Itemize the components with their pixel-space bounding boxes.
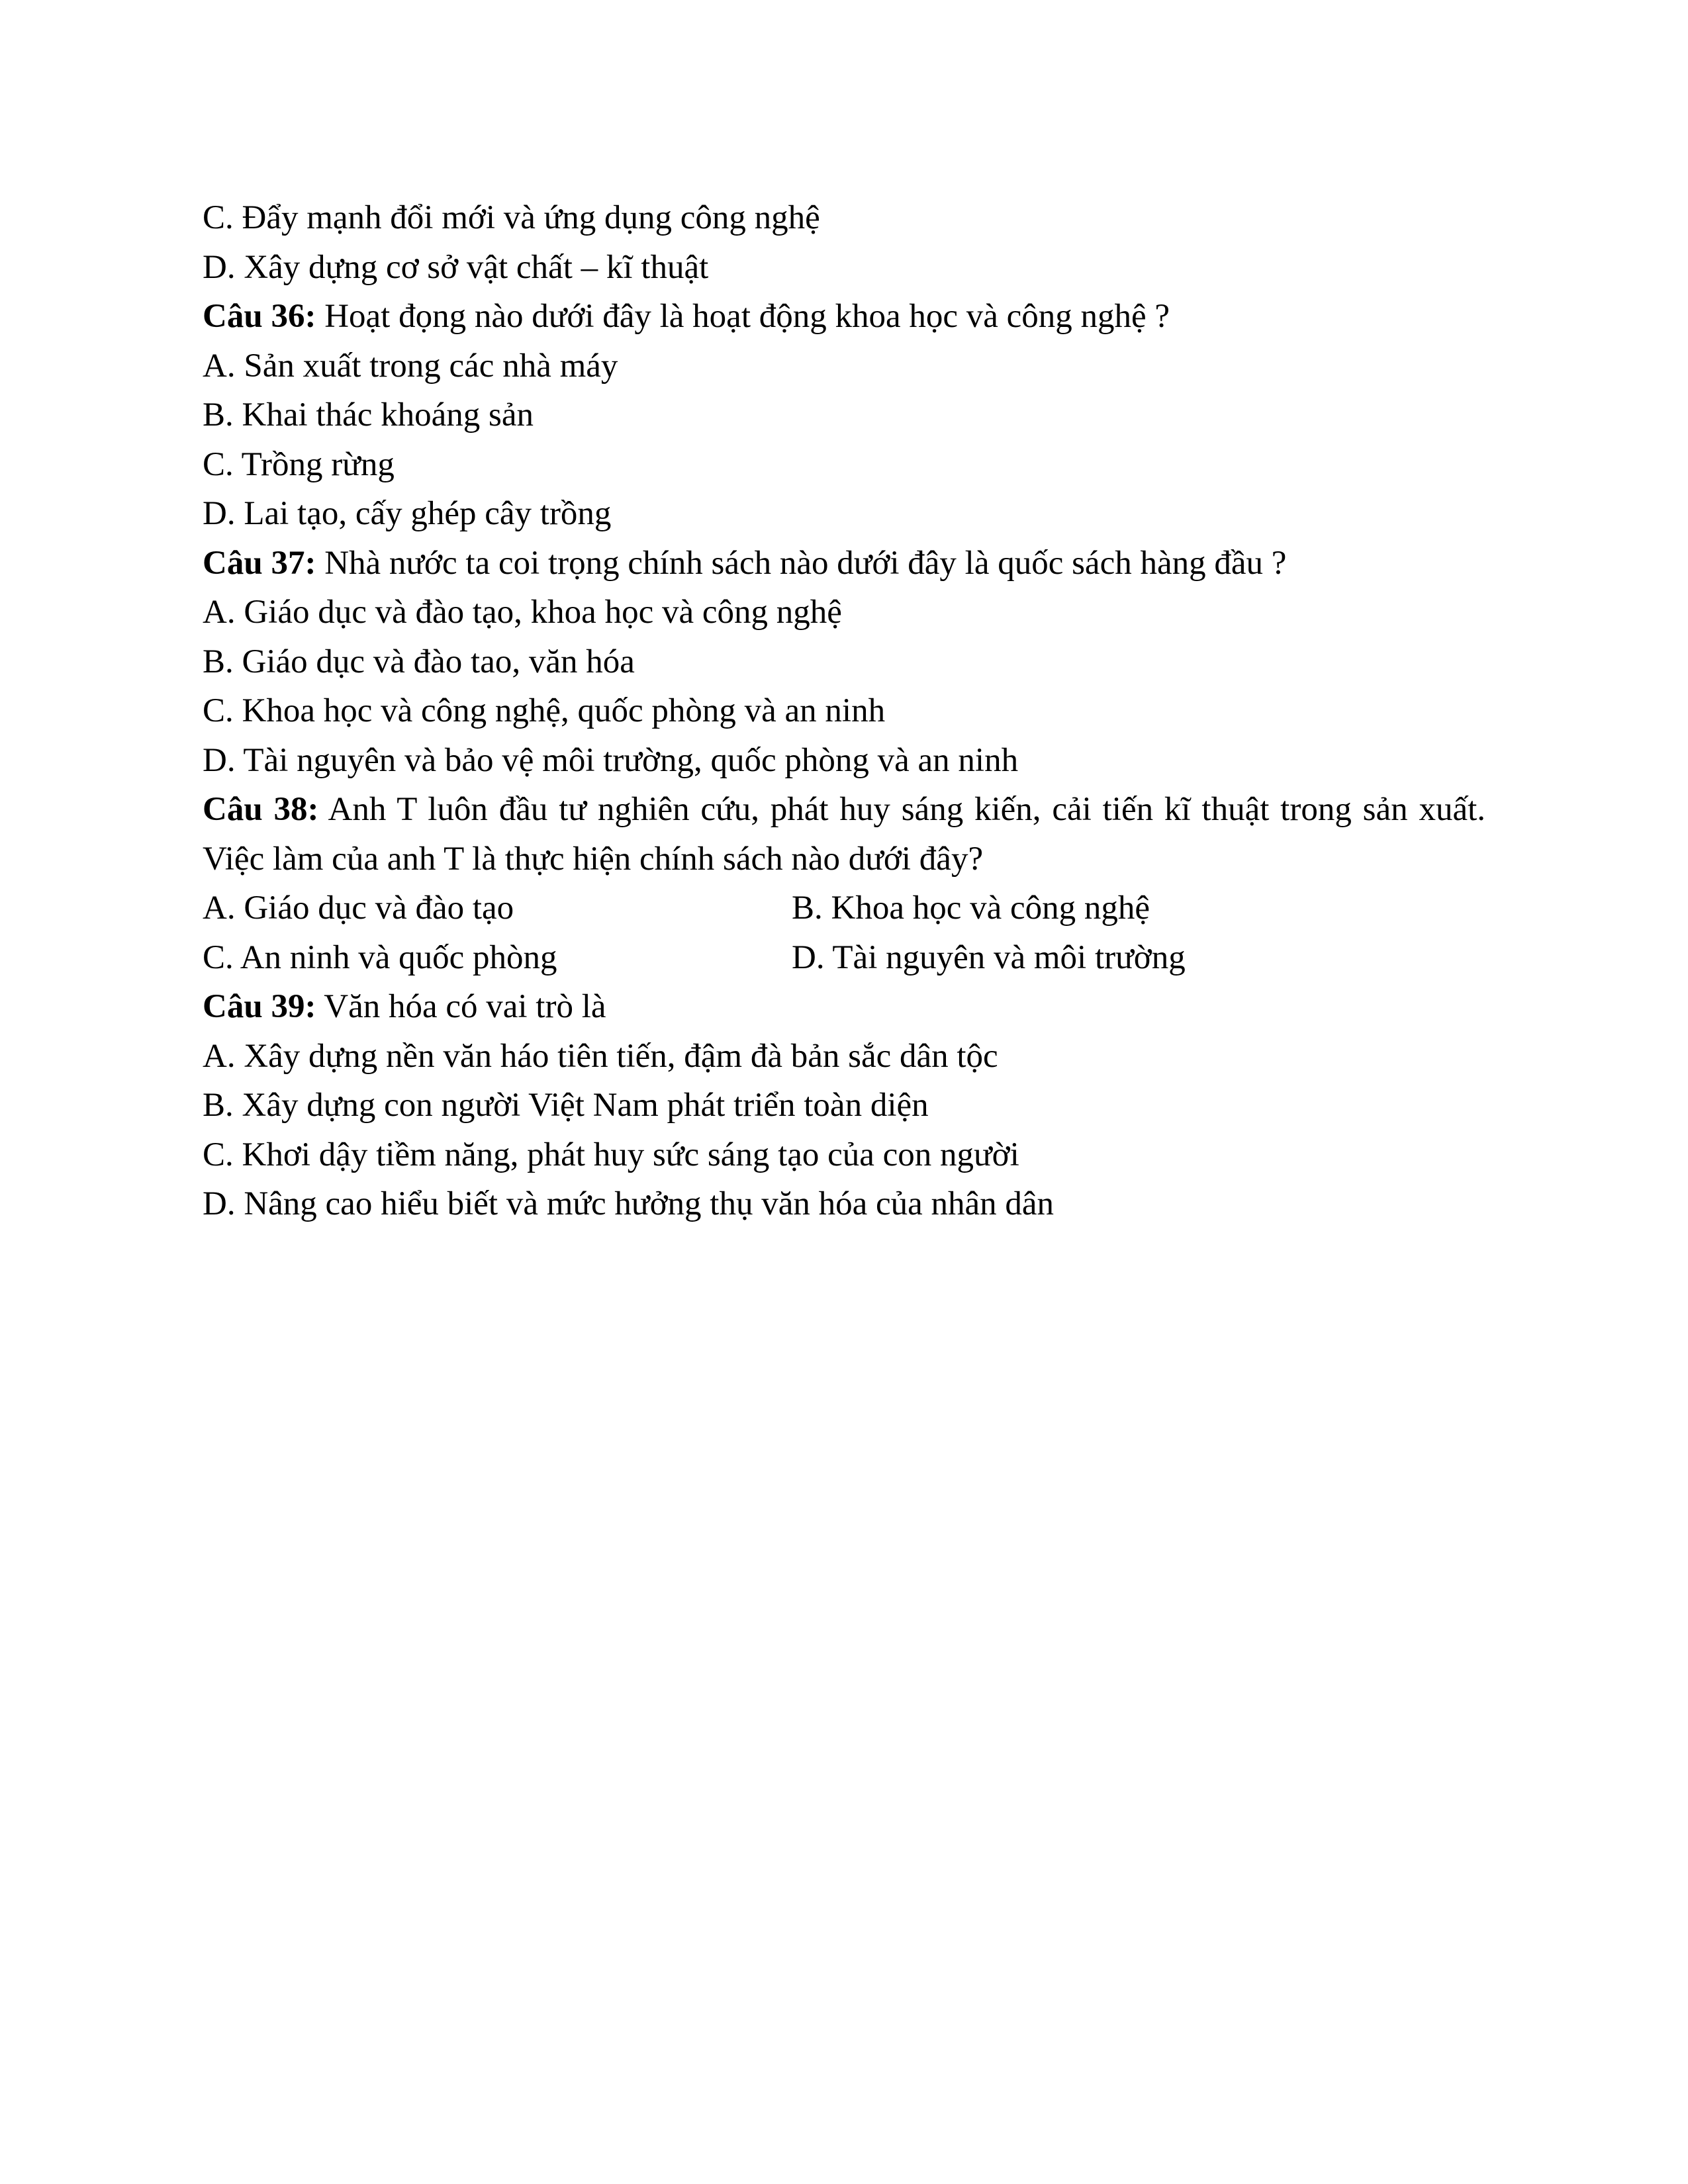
question-37-stem [203, 539, 1485, 588]
question-38-stem [203, 785, 1485, 884]
question-36-stem [203, 292, 1485, 341]
question-38-label: Câu 38: [203, 791, 319, 828]
question-39-option-a: A. Xây dựng nền văn háo tiên tiến, đậm đà bản sắc dân tộc [203, 1037, 998, 1075]
page-content [203, 193, 1485, 1229]
question-38-options-row-1 [203, 884, 1485, 933]
question-38-options-row-2 [203, 933, 1485, 983]
question-36-option-b: B. Khai thác khoáng sản [203, 396, 534, 433]
question-36-option-d: D. Lai tạo, cấy ghép cây trồng [203, 495, 612, 532]
question-37-option-a: A. Giáo dục và đào tạo, khoa học và công nghệ [203, 594, 842, 631]
question-39-label: Câu 39: [203, 988, 316, 1025]
option-c-prev: C. Đẩy mạnh đổi mới và ứng dụng công nghệ [203, 199, 820, 236]
question-37-text: Nhà nước ta coi trọng chính sách nào dưới đây là quốc sách hàng đầu ? [316, 544, 1287, 582]
question-38-text: Anh T luôn đầu tư nghiên cứu, phát huy sáng kiến, cải tiến kĩ thuật trong sản xuất. Việc làm của anh T là thực hiện chính sách nào dưới đây? [203, 791, 1485, 878]
question-39-stem [203, 982, 1485, 1032]
option-d-prev: D. Xây dựng cơ sở vật chất – kĩ thuật [203, 248, 709, 286]
question-39-option-b: B. Xây dựng con người Việt Nam phát triển toàn diện [203, 1087, 929, 1124]
question-36-text: Hoạt đọng nào dưới đây là hoạt động khoa học và công nghệ ? [316, 298, 1170, 335]
question-38-option-a: A. Giáo dục và đào tạo [203, 889, 514, 927]
question-37-option-d: D. Tài nguyên và bảo vệ môi trường, quốc phòng và an ninh [203, 741, 1019, 779]
question-39-option-c: C. Khơi dậy tiềm năng, phát huy sức sáng tạo của con người [203, 1136, 1019, 1173]
question-37-option-b: B. Giáo dục và đào tao, văn hóa [203, 643, 635, 680]
question-38-option-d: D. Tài nguyên và môi trường [792, 938, 1186, 976]
question-39-option-d: D. Nâng cao hiểu biết và mức hưởng thụ văn hóa của nhân dân [203, 1185, 1055, 1222]
question-37-option-c: C. Khoa học và công nghệ, quốc phòng và an ninh [203, 692, 886, 729]
question-36-label: Câu 36: [203, 298, 316, 335]
question-36-option-a: A. Sản xuất trong các nhà máy [203, 347, 618, 385]
question-39-text: Văn hóa có vai trò là [316, 988, 606, 1025]
question-37-label: Câu 37: [203, 544, 316, 582]
question-38-option-b: B. Khoa học và công nghệ [792, 889, 1150, 927]
question-38-option-c: C. An ninh và quốc phòng [203, 938, 557, 976]
question-36-option-c: C. Trồng rừng [203, 445, 395, 483]
